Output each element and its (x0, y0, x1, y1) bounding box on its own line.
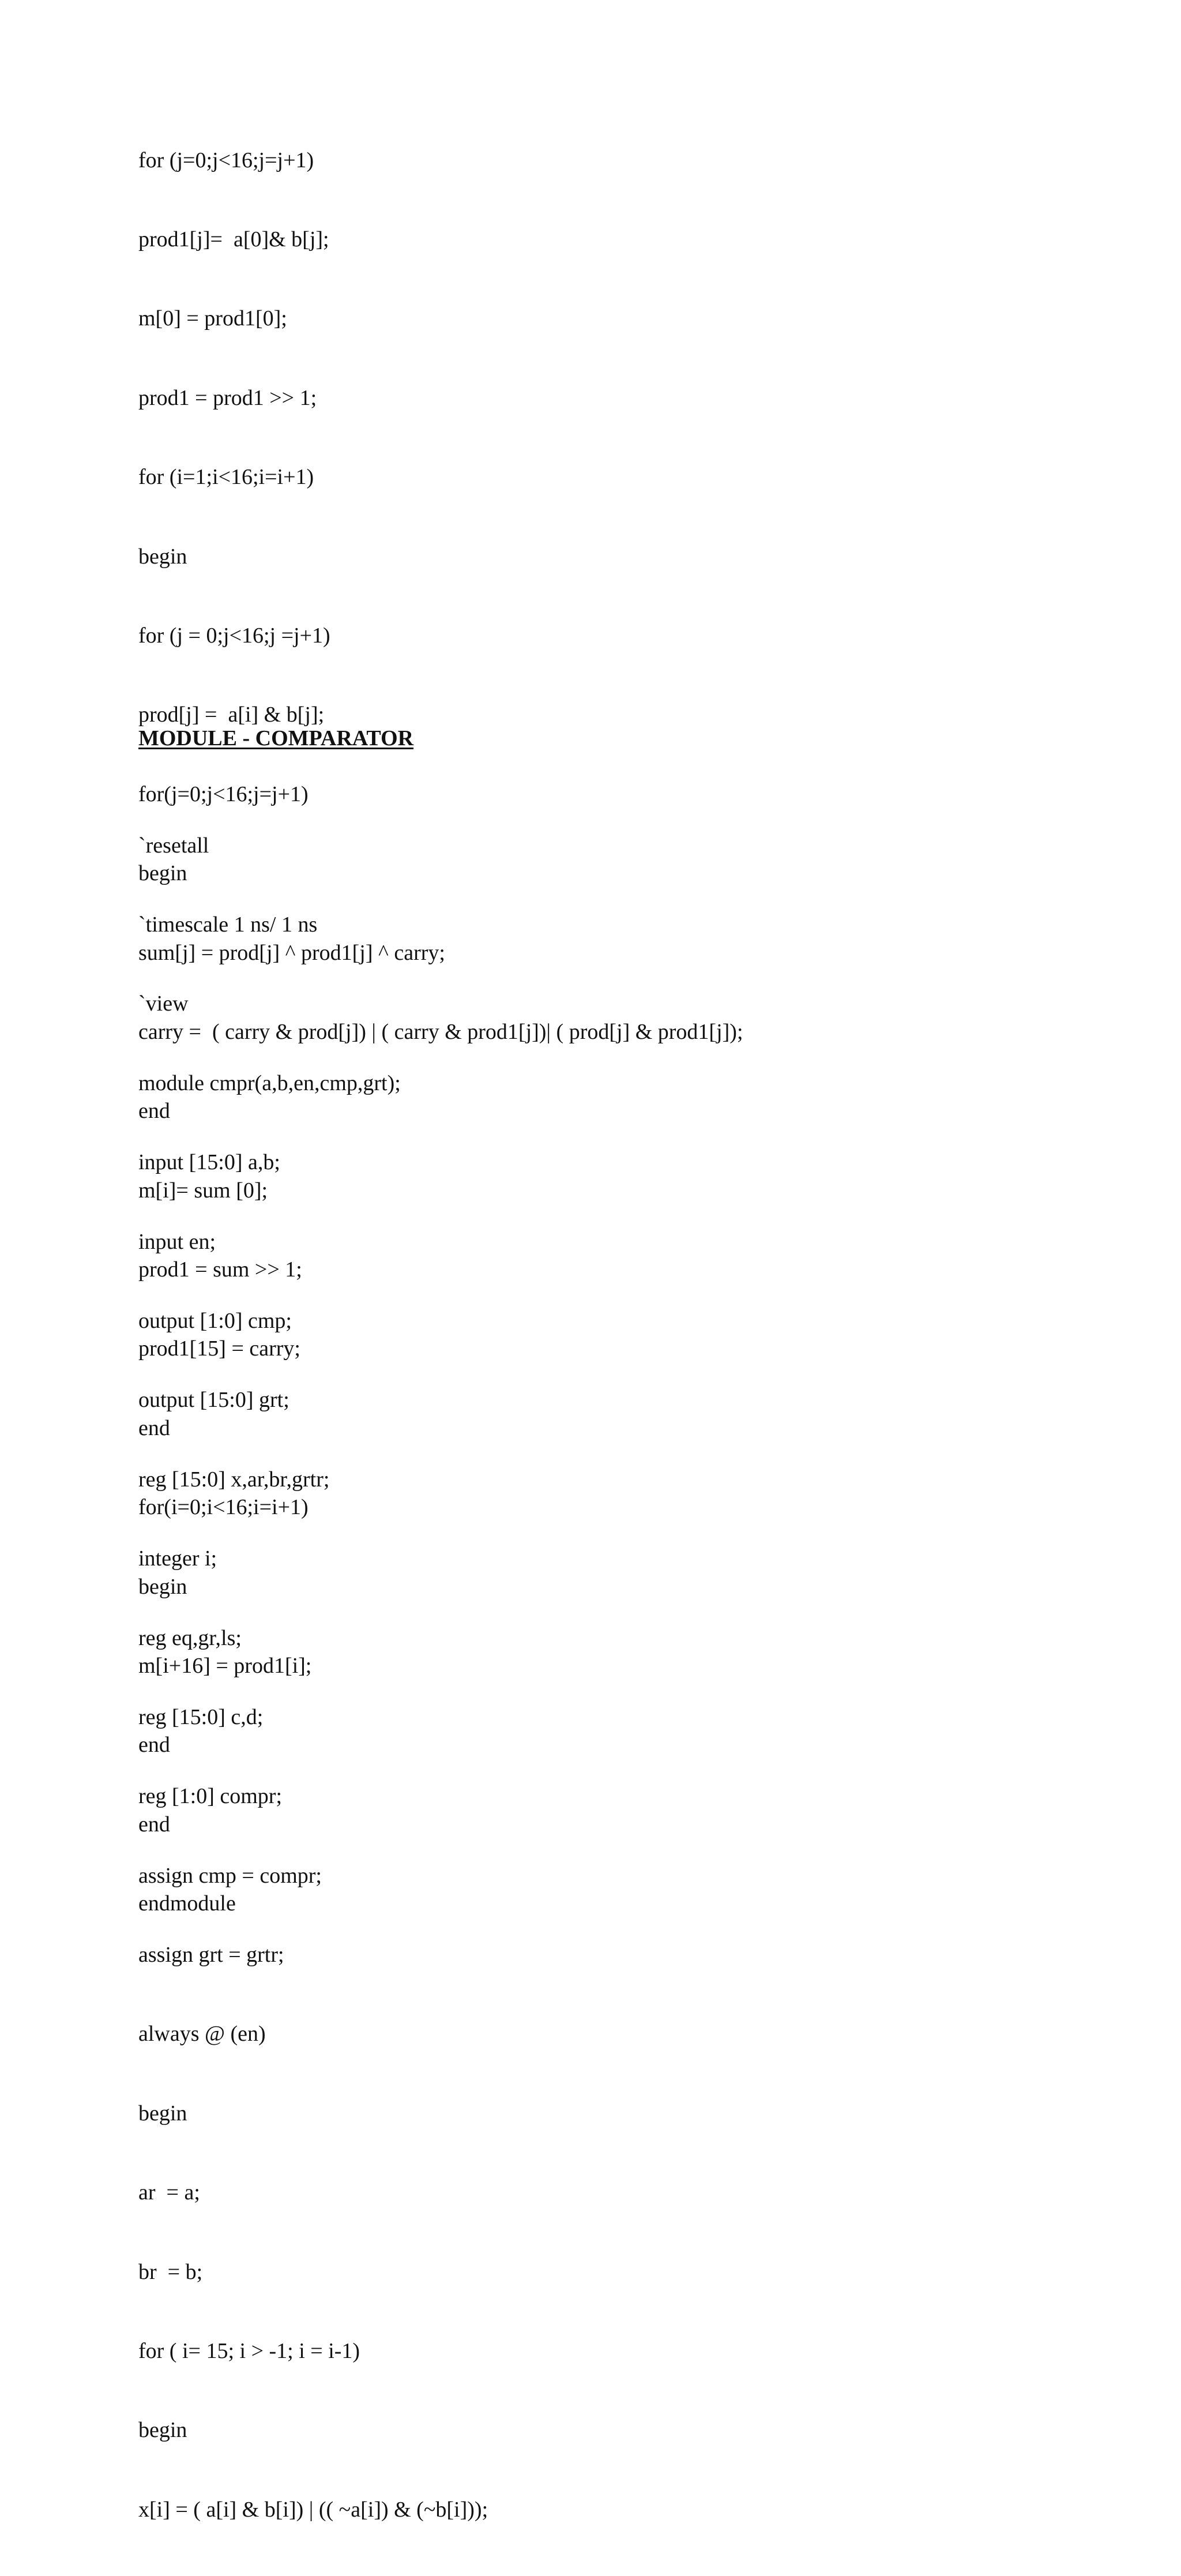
code-line: prod1 = sum >> 1; (138, 1257, 302, 1282)
code-line: for (j=0;j<16;j=j+1) (138, 148, 314, 172)
code-line: input en; (138, 1229, 216, 1254)
code-line: input [15:0] a,b; (138, 1150, 280, 1175)
code-line: end (138, 1099, 170, 1124)
code-line: for(j=0;j<16;j=j+1) (138, 782, 309, 806)
code-line: for(i=0;i<16;i=i+1) (138, 1495, 309, 1520)
code-line: reg eq,gr,ls; (138, 1625, 242, 1650)
code-line: m[i]= sum [0]; (138, 1178, 268, 1203)
code-line: begin (138, 544, 187, 569)
code-line: m[i+16] = prod1[i]; (138, 1654, 312, 1678)
code-line: `timescale 1 ns/ 1 ns (138, 912, 318, 937)
code-line: reg [1:0] compr; (138, 1784, 283, 1809)
code-block-comparator (138, 780, 488, 2576)
code-line: integer i; (138, 1546, 217, 1571)
code-line: module cmpr(a,b,en,cmp,grt); (138, 1071, 401, 1095)
code-line: for (j = 0;j<16;j =j+1) (138, 623, 330, 648)
code-line: begin (138, 1574, 187, 1599)
code-line: ar = a; (138, 2180, 200, 2205)
code-line: prod1 = prod1 >> 1; (138, 385, 317, 410)
code-line: end (138, 1733, 170, 1758)
code-line: output [1:0] cmp; (138, 1308, 292, 1333)
code-line: x[i] = ( a[i] & b[i]) | (( ~a[i]) & (~b[i])); (138, 2497, 488, 2522)
code-line: `view (138, 992, 189, 1016)
code-line: endmodule (138, 1891, 236, 1916)
code-line: end (138, 1415, 170, 1440)
code-line: end (138, 1812, 170, 1837)
code-line: for (i=1;i<16;i=i+1) (138, 465, 314, 490)
code-line: prod1[j]= a[0]& b[j]; (138, 227, 329, 251)
code-line: begin (138, 2418, 187, 2443)
code-line: sum[j] = prod[j] ^ prod1[j] ^ carry; (138, 940, 445, 965)
code-line: br = b; (138, 2259, 203, 2284)
code-line: `resetall (138, 833, 209, 858)
code-line: assign grt = grtr; (138, 1943, 284, 1967)
code-line: for ( i= 15; i > -1; i = i-1) (138, 2339, 360, 2364)
code-line: m[0] = prod1[0]; (138, 306, 287, 331)
code-line: always @ (en) (138, 2022, 266, 2046)
code-line: prod[j] = a[i] & b[j]; (138, 703, 325, 727)
code-line: reg [15:0] c,d; (138, 1704, 264, 1729)
code-line: reg [15:0] x,ar,br,grtr; (138, 1467, 330, 1492)
code-line: carry = ( carry & prod[j]) | ( carry & prod1[j])| ( prod[j] & prod1[j]); (138, 1019, 743, 1044)
code-line: output [15:0] grt; (138, 1388, 289, 1413)
code-line: assign cmp = compr; (138, 1863, 322, 1888)
code-line: begin (138, 2101, 187, 2126)
section-heading: MODULE - COMPARATOR (138, 726, 414, 750)
code-line: begin (138, 861, 187, 886)
code-line: prod1[15] = carry; (138, 1336, 300, 1361)
